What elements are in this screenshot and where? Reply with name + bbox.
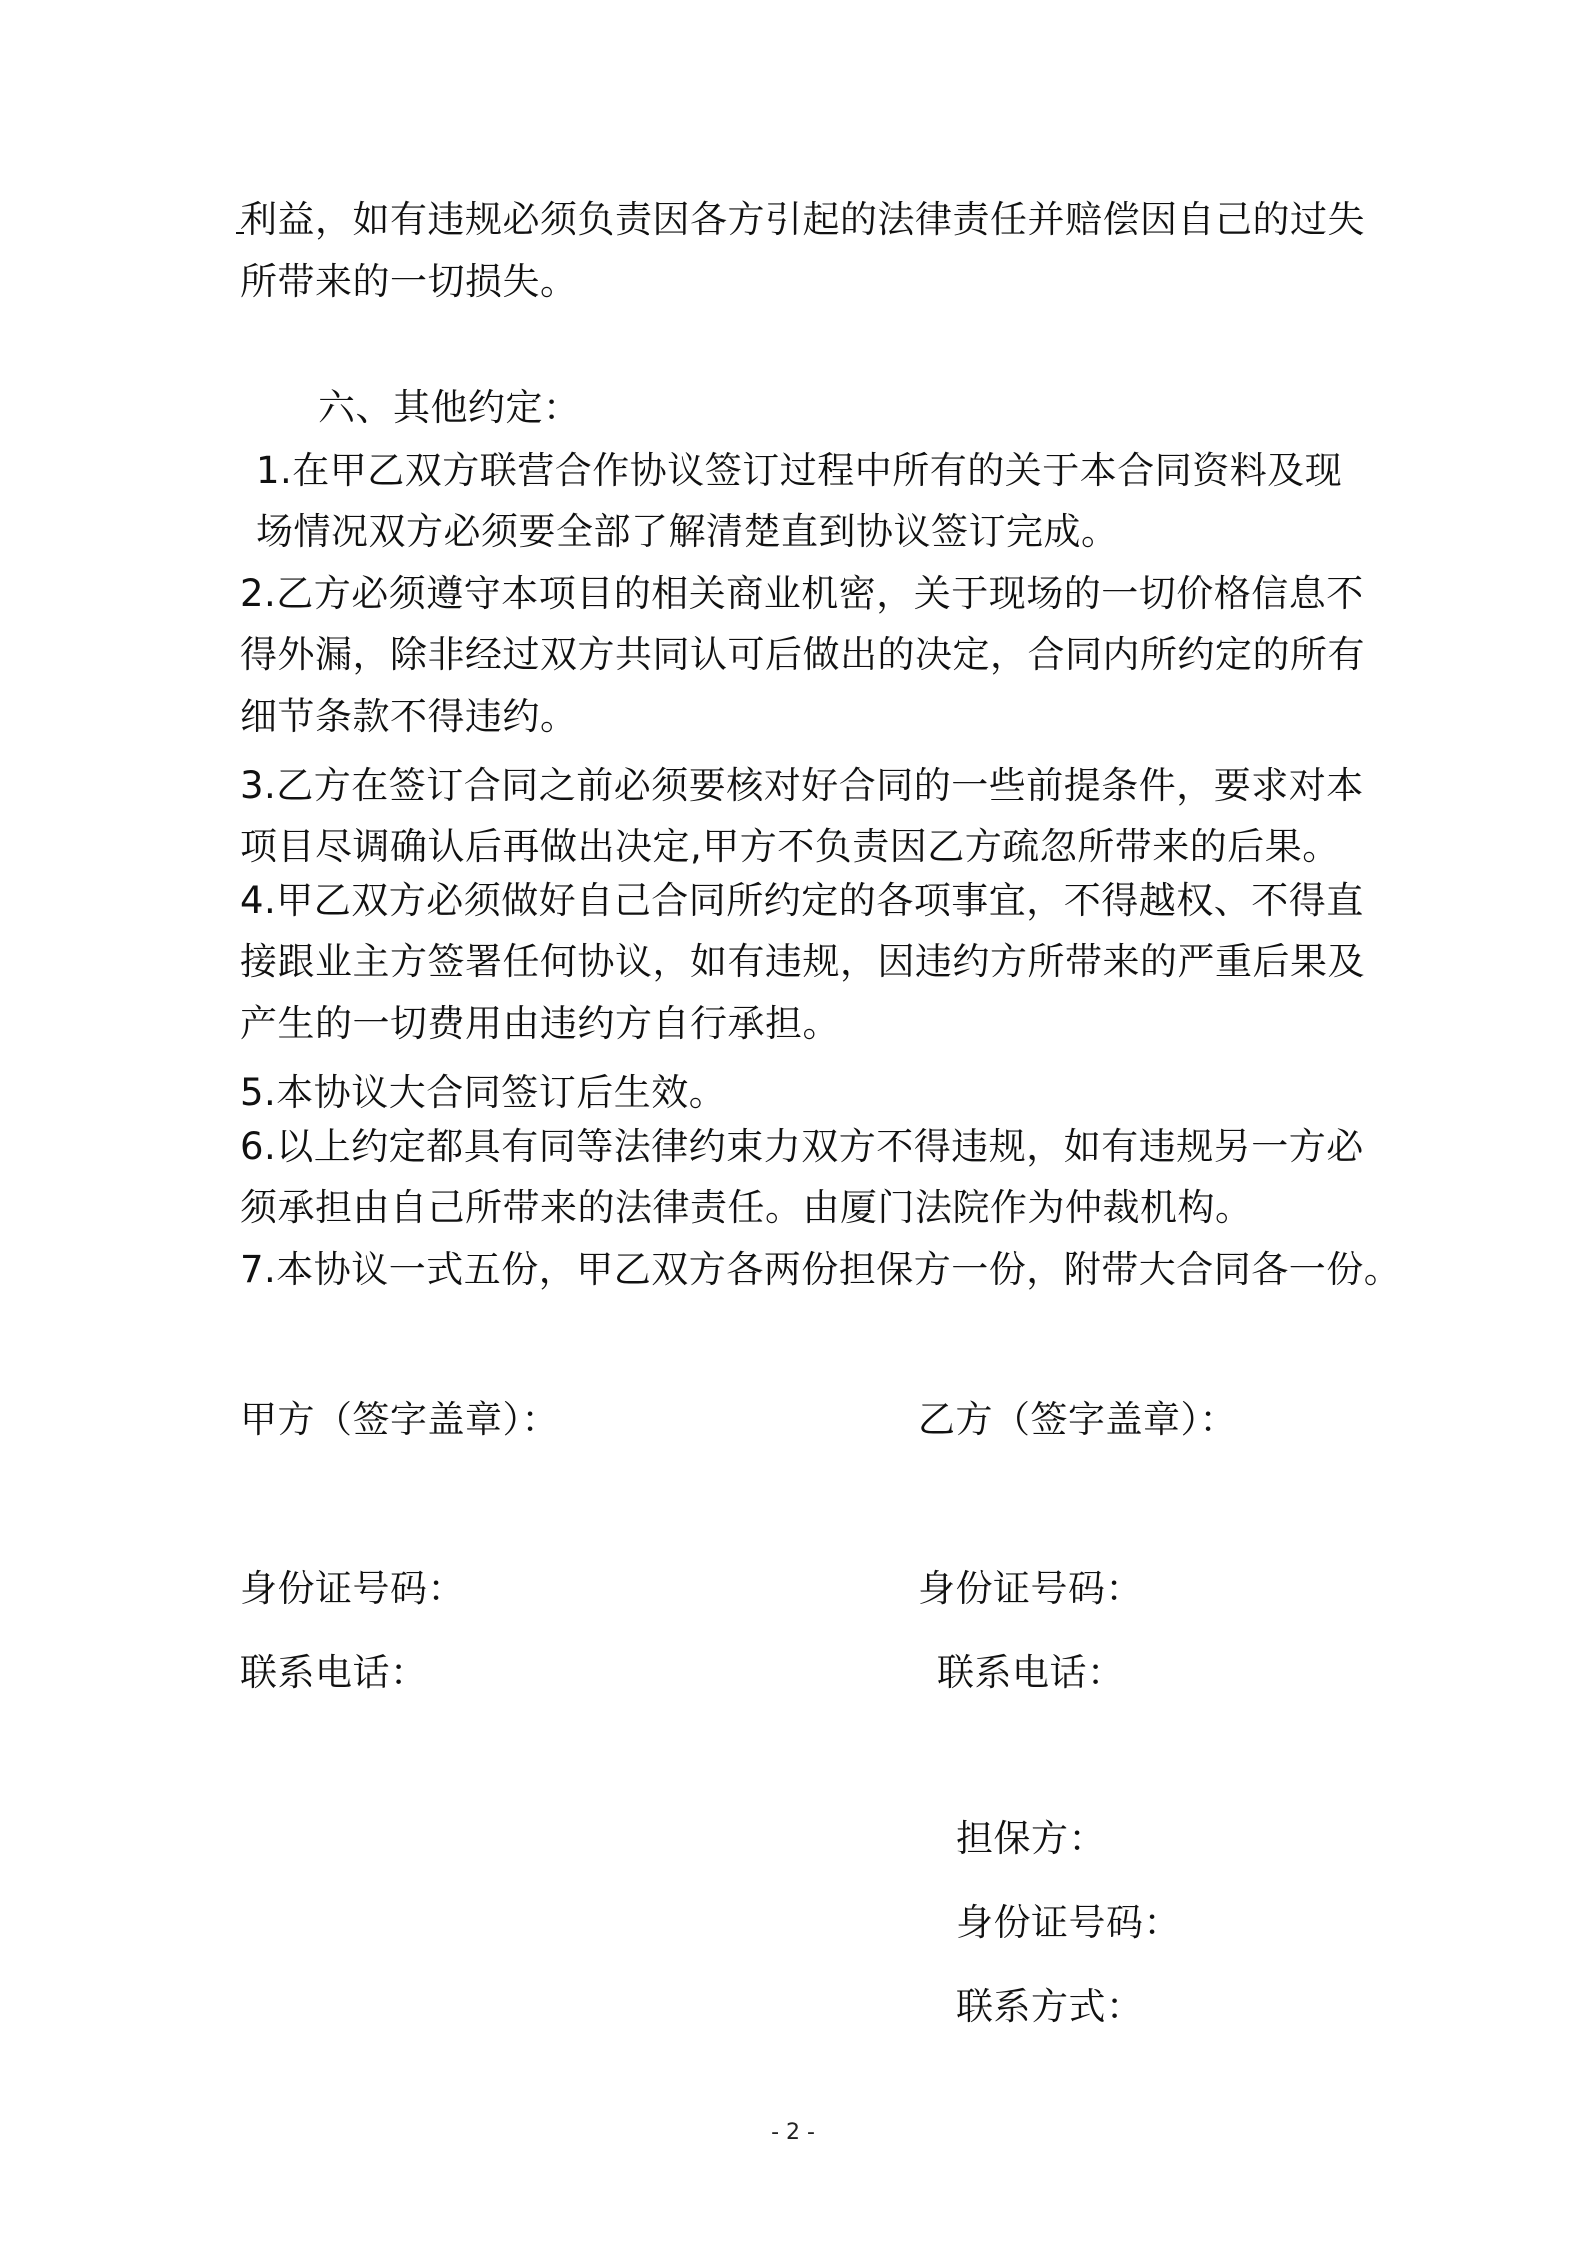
guarantor-id-label: 身份证号码： — [956, 1901, 1181, 1944]
party-a-phone-label: 联系电话： — [240, 1651, 428, 1694]
clause-4-line-1: 4.甲乙双方必须做好自己合同所约定的各项事宜，不得越权、不得直 — [240, 879, 1364, 922]
clause-3-line-2: 项目尽调确认后再做出决定,甲方不负责因乙方疏忽所带来的后果。 — [240, 825, 1340, 868]
page-number: - 2 - — [771, 2120, 815, 2145]
clause-5-line-1: 5.本协议大合同签订后生效。 — [240, 1071, 727, 1114]
clause-2-line-3: 细节条款不得违约。 — [240, 695, 578, 738]
party-a-sign-label: 甲方（签字盖章）： — [240, 1398, 559, 1441]
clause-7-line-1: 7.本协议一式五份，甲乙双方各两份担保方一份，附带大合同各一份。 — [240, 1248, 1402, 1291]
clause-6-line-1: 6.以上约定都具有同等法律约束力双方不得违规，如有违规另一方必 — [240, 1125, 1364, 1168]
party-b-id-label: 身份证号码： — [918, 1567, 1143, 1610]
section-heading: 六、其他约定： — [318, 386, 581, 429]
clause-4-line-3: 产生的一切费用由违约方自行承担。 — [240, 1002, 840, 1045]
clause-6-line-2: 须承担由自己所带来的法律责任。由厦门法院作为仲裁机构。 — [240, 1186, 1253, 1229]
continuation-line-1: 利益，如有违规必须负责因各方引起的法律责任并赔偿因自己的过失 — [240, 198, 1365, 241]
clause-2-line-1: 2.乙方必须遵守本项目的相关商业机密，关于现场的一切价格信息不 — [240, 572, 1364, 615]
party-b-phone-label: 联系电话： — [937, 1651, 1125, 1694]
clause-2-line-2: 得外漏，除非经过双方共同认可后做出的决定，合同内所约定的所有 — [240, 633, 1365, 676]
party-a-id-label: 身份证号码： — [240, 1567, 465, 1610]
guarantor-contact-label: 联系方式： — [956, 1985, 1144, 2028]
clause-1-line-1: 1.在甲乙双方联营合作协议签订过程中所有的关于本合同资料及现 — [256, 449, 1343, 492]
continuation-line-2: 所带来的一切损失。 — [240, 260, 578, 303]
party-b-sign-label: 乙方（签字盖章）： — [918, 1398, 1237, 1441]
clause-3-line-1: 3.乙方在签订合同之前必须要核对好合同的一些前提条件，要求对本 — [240, 764, 1364, 807]
clause-1-line-2: 场情况双方必须要全部了解清楚直到协议签订完成。 — [256, 510, 1119, 553]
clause-4-line-2: 接跟业主方签署任何协议，如有违规，因违约方所带来的严重后果及 — [240, 940, 1365, 983]
guarantor-label: 担保方： — [956, 1817, 1106, 1860]
